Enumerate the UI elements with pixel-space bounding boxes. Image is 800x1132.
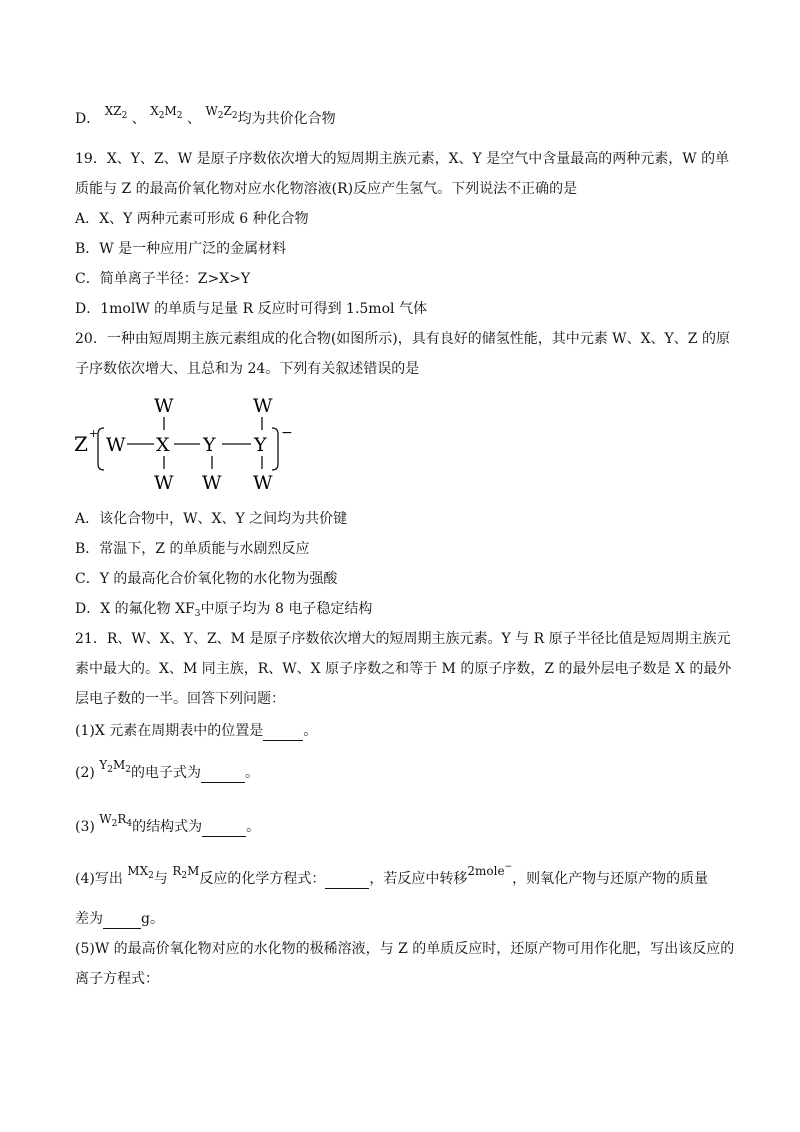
q20-structure-diagram: [70, 392, 310, 492]
q20-stem-line1: 20．一种由短周期主族元素组成的化合物(如图所示)，具有良好的储氢性能，其中元素 W、X、Y、Z 的原: [75, 331, 730, 347]
electron-transfer: 2mole−: [467, 862, 513, 878]
q21-part4-continued: 差为 g。: [75, 911, 164, 927]
answer-blank-5[interactable]: [103, 910, 141, 929]
formula-x2m2: $X_2M_2$: [150, 104, 183, 121]
answer-blank-4[interactable]: [325, 870, 369, 889]
left-bracket: [98, 428, 104, 470]
q19-option-a: A．X、Y 两种元素可形成 6 种化合物: [75, 211, 309, 227]
q21-stem-line1: 21．R、W、X、Y、Z、M 是原子序数依次增大的短周期主族元素。Y 与 R 原子半径比值是短周期主族元: [75, 631, 731, 647]
atom-w-top-y2: W: [253, 395, 273, 417]
q19-option-d: D．1molW 的单质与足量 R 反应时可得到 1.5mol 气体: [75, 301, 427, 317]
q21-part2: (2) $Y_2M_2$的电子式为 。: [75, 758, 259, 781]
atom-y2: Y: [254, 434, 267, 456]
atom-y1: Y: [203, 434, 216, 456]
cation-z: Z: [74, 432, 88, 456]
q20-option-a: A．该化合物中，W、X、Y 之间均为共价键: [75, 511, 348, 527]
formula-y2m2: $Y_2M_2$: [99, 758, 131, 775]
answer-blank-3[interactable]: [202, 818, 246, 837]
answer-blank-1[interactable]: [263, 722, 303, 741]
atom-w-left: W: [106, 434, 126, 456]
q21-stem-line2: 素中最大的。X、M 同主族，R、W、X 原子序数之和等于 M 的原子序数，Z 的最外层电子数是 X 的最外: [75, 661, 732, 677]
cation-charge: +: [89, 427, 99, 440]
formula-xz2: $XZ_2$: [104, 104, 128, 121]
q20-option-c: C．Y 的最高化合价氧化物的水化物为强酸: [75, 571, 338, 587]
q21-part1: (1)X 元素在周期表中的位置是 。: [75, 723, 318, 739]
q21-part4: (4)写出 $MX_2$与 $R_2M$反应的化学方程式： ，若反应中转移2mole−，则氧化产物与还原产物的质量: [75, 862, 709, 887]
q21-part3: (3) $W_2R_4$的结构式为 。: [75, 812, 261, 835]
q18-option-d: D． $XZ_2$ 、 $X_2M_2$ 、 $W_2Z_2$均为共价化合物: [75, 104, 336, 127]
answer-blank-2[interactable]: [201, 764, 245, 783]
formula-w2z2: $W_2Z_2$: [205, 104, 238, 121]
atom-w-bottom-y1: W: [202, 472, 222, 492]
q21-part5-line1: (5)W 的最高价氧化物对应的水化物的极稀溶液，与 Z 的单质反应时，还原产物可用作化肥，写出该反应的: [75, 941, 735, 957]
anion-charge: −: [281, 425, 293, 441]
atom-w-top-x: W: [154, 395, 174, 417]
formula-mx2: $MX_2$: [127, 864, 154, 881]
atom-w-bottom-y2: W: [253, 472, 273, 492]
q19-option-c: C．简单离子半径：Z>X>Y: [75, 271, 251, 287]
q21-part5-line2: 离子方程式：: [75, 971, 159, 987]
q20-stem-line2: 子序数依次增大、且总和为 24。下列有关叙述错误的是: [75, 361, 420, 377]
q20-option-d: D．X 的氟化物 $XF_3$中原子均为 8 电子稳定结构: [75, 601, 373, 619]
q19-stem-line1: 19．X、Y、Z、W 是原子序数依次增大的短周期主族元素，X、Y 是空气中含量最高的两种元素，W 的单: [75, 151, 730, 167]
atom-x: X: [156, 434, 170, 456]
atom-w-bottom-x: W: [154, 472, 174, 492]
right-bracket: [272, 428, 278, 470]
q21-stem-line3: 层电子数的一半。回答下列问题：: [75, 691, 285, 707]
q19-option-b: B．W 是一种应用广泛的金属材料: [75, 241, 287, 257]
q19-stem-line2: 质能与 Z 的最高价氧化物对应水化物溶液(R)反应产生氢气。下列说法不正确的是: [75, 181, 578, 197]
formula-r2m: $R_2M$: [172, 864, 200, 881]
q20-option-b: B．常温下，Z 的单质能与水剧烈反应: [75, 541, 310, 557]
formula-w2r4: $W_2R_4$: [99, 812, 133, 829]
